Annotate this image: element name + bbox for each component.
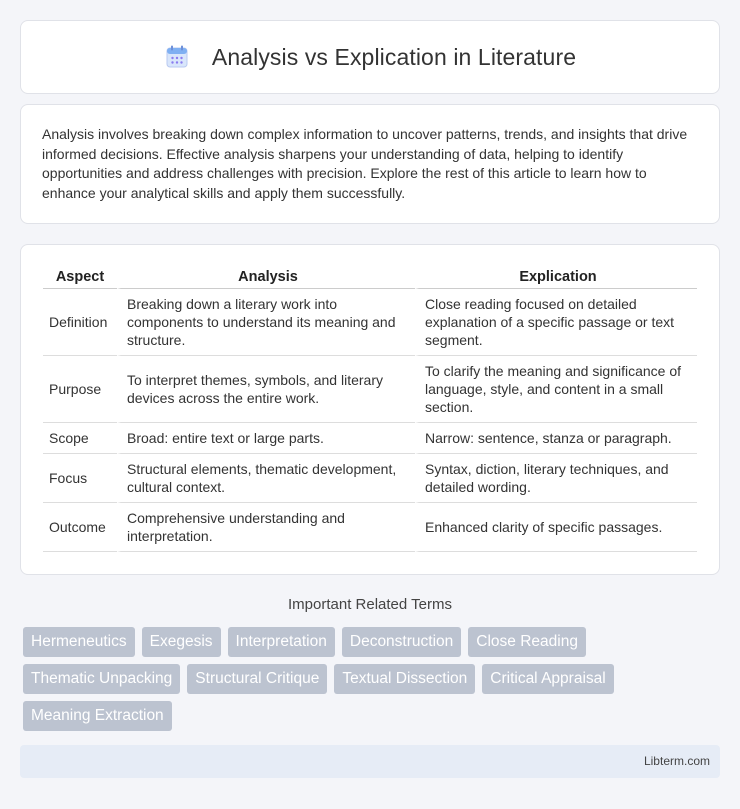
- related-term-tag[interactable]: Meaning Extraction: [23, 701, 172, 731]
- cell-analysis: To interpret themes, symbols, and literary devices across the entire work.: [117, 356, 415, 423]
- intro-text: Analysis involves breaking down complex information to uncover patterns, trends, and insights that drive informed decisions. Effective analysis sharpens your understanding of data, helping to identify opportunities and address challenges with precision. Explore the rest of this article to learn how to enhance your analytical skills and apply them successfully.: [42, 126, 688, 201]
- cell-analysis: Comprehensive understanding and interpretation.: [117, 503, 415, 552]
- footer: [20, 745, 720, 778]
- cell-aspect: Focus: [43, 454, 117, 503]
- table-header-row: [43, 265, 697, 289]
- related-term-tag[interactable]: Hermeneutics: [23, 627, 135, 657]
- cell-analysis: Breaking down a literary work into components to understand its meaning and structure.: [117, 289, 415, 356]
- page-title: Analysis vs Explication in Literature: [211, 43, 577, 70]
- related-term-tag[interactable]: Thematic Unpacking: [23, 664, 180, 694]
- cell-analysis: Broad: entire text or large parts.: [117, 423, 415, 454]
- related-term-tag[interactable]: Critical Appraisal: [482, 664, 613, 694]
- related-term-tag[interactable]: Deconstruction: [342, 627, 461, 657]
- table-row: [43, 423, 697, 454]
- related-term-tag[interactable]: Interpretation: [228, 627, 335, 657]
- comparison-table-card: [20, 244, 720, 575]
- table-row: [43, 356, 697, 423]
- comparison-table: [43, 265, 697, 552]
- related-term-tag[interactable]: Structural Critique: [187, 664, 327, 694]
- cell-explication: Enhanced clarity of specific passages.: [415, 503, 697, 552]
- cell-analysis: Structural elements, thematic development, cultural context.: [117, 454, 415, 503]
- cell-aspect: Purpose: [43, 356, 117, 423]
- column-header-analysis: Analysis: [117, 265, 415, 289]
- related-terms-title: Important Related Terms: [288, 596, 452, 613]
- cell-aspect: Outcome: [43, 503, 117, 552]
- related-terms-list: [23, 627, 723, 738]
- related-term-tag[interactable]: Close Reading: [468, 627, 586, 657]
- cell-explication: To clarify the meaning and significance of language, style, and content in a small section.: [415, 356, 697, 423]
- cell-aspect: Scope: [43, 423, 117, 454]
- related-term-tag[interactable]: Exegesis: [142, 627, 221, 657]
- intro-card: [20, 104, 720, 224]
- column-header-aspect: Aspect: [43, 265, 117, 289]
- column-header-explication: Explication: [415, 265, 697, 289]
- cell-aspect: Definition: [43, 289, 117, 356]
- table-row: [43, 454, 697, 503]
- header-card: [20, 20, 720, 94]
- footer-site-link[interactable]: Libterm.com: [643, 754, 710, 768]
- cell-explication: Syntax, diction, literary techniques, and detailed wording.: [415, 454, 697, 503]
- table-row: [43, 503, 697, 552]
- table-row: [43, 289, 697, 356]
- calendar-icon: [164, 44, 190, 70]
- related-term-tag[interactable]: Textual Dissection: [334, 664, 475, 694]
- cell-explication: Close reading focused on detailed explanation of a specific passage or text segment.: [415, 289, 697, 356]
- cell-explication: Narrow: sentence, stanza or paragraph.: [415, 423, 697, 454]
